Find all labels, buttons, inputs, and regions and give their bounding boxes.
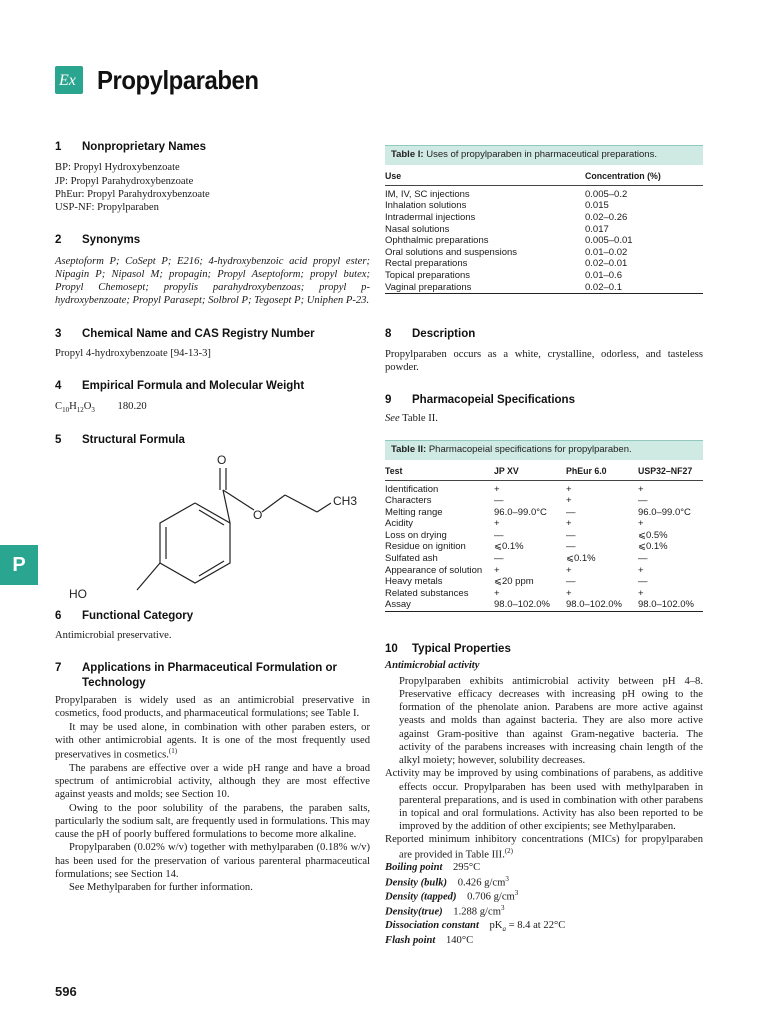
table-2-cell: + bbox=[494, 483, 500, 495]
section-heading-4: 4 Empirical Formula and Molecular Weight bbox=[55, 380, 305, 393]
table-1-grid bbox=[385, 165, 703, 294]
left-column bbox=[55, 140, 370, 894]
table-1-row bbox=[385, 185, 703, 200]
table-2-cell: + bbox=[638, 587, 644, 599]
table-1-caption: Table I: Uses of propylparaben in pharmaceutical preparations. bbox=[385, 146, 703, 165]
table-2-cell: Appearance of solution bbox=[385, 564, 483, 576]
table-2-cell: + bbox=[494, 587, 500, 599]
table-2-cell: Characters bbox=[385, 495, 432, 507]
table-2-row bbox=[385, 518, 703, 530]
table-2-cell: + bbox=[566, 518, 572, 530]
table-2-cell: Identification bbox=[385, 483, 439, 495]
table-1-cell-concentration: 0.02–0.01 bbox=[585, 258, 628, 270]
logo-text: Ex bbox=[59, 72, 76, 89]
molecular-weight: 180.20 bbox=[117, 400, 147, 412]
table-1-cell-concentration: 0.02–0.26 bbox=[585, 212, 628, 224]
property-item: Dissociation constant $pK_a = 8.4$ at 22°C bbox=[385, 920, 566, 934]
table-2-cell: — bbox=[566, 541, 576, 553]
table-2-cell: Residue on ignition bbox=[385, 541, 466, 553]
property-list bbox=[385, 861, 703, 947]
table-2-cell: + bbox=[638, 564, 644, 576]
section-letter-tab: P bbox=[0, 545, 38, 585]
table-2-cell: ⩽20 ppm bbox=[494, 576, 534, 588]
table-2-row bbox=[385, 480, 703, 495]
table-2-row bbox=[385, 495, 703, 507]
synonyms-text: Aseptoform P; CoSept P; E216; 4-hydroxybenzoic acid propyl ester; Nipagin P; Nipasol M; propagin; Propyl Aseptoform; propyl butex; Propyl Chemosept; propylis parahydroxybenzoas; propyl p-hydroxybenzoate; Propyl Parasept; Solbrol P; Tegosept P; Uniphen P-23. bbox=[55, 255, 370, 307]
table-1-row bbox=[385, 282, 703, 294]
property-item: Density (tapped) 0.706 $g/cm^3$ bbox=[385, 889, 519, 903]
section-heading-1: 1 Nonproprietary Names bbox=[55, 141, 206, 153]
table-1-row bbox=[385, 200, 703, 212]
table-2-cell: 96.0–99.0°C bbox=[494, 506, 547, 518]
table-2-cell: — bbox=[566, 529, 576, 541]
table-1 bbox=[385, 145, 703, 294]
table-2-cell: — bbox=[638, 576, 648, 588]
table-2-cell: — bbox=[494, 553, 504, 565]
functional-category: Antimicrobial preservative. bbox=[55, 630, 172, 642]
applications-text: Propylparaben is widely used as an antimicrobial preservative in cosmetics, food products, and pharmaceutical formulations; see Table I. It may be used alone, in combination with other paraben esters, or with other antimicrobial agents. It is one of the most frequently used preservatives in cosmetics.$^{(1)}$ The parabens are effective over a wide pH range and have a broad spectrum of antimicrobial activity, although they are most effective against yeasts and molds; see Section 10. Owing to the poor solubility of the parabens, the paraben salts, particularly the sodium salt, are frequently used in formulations. This may cause the pH of poorly buffered formulations to become more alkaline. Propylparaben (0.02% w/v) together with methylparaben (0.18% w/v) has been used for the preservation of various parenteral pharmaceutical formulations; see Section 14. See Methylparaben for further information. bbox=[55, 695, 370, 894]
section-heading-7: 7 Applications in Pharmaceutical Formulation or Technology bbox=[55, 662, 337, 689]
table-2-cell: + bbox=[566, 564, 572, 576]
section-heading-2: 2 Synonyms bbox=[55, 234, 141, 247]
table-2-row bbox=[385, 576, 703, 588]
table-2-header-jp: JP XV bbox=[494, 460, 566, 480]
table-2-cell: + bbox=[566, 495, 572, 507]
table-1-header-use: Use bbox=[385, 165, 585, 185]
table-2-cell: — bbox=[494, 529, 504, 541]
page-number: 596 bbox=[55, 984, 77, 999]
table-1-cell-use: IM, IV, SC injections bbox=[385, 188, 470, 200]
ester-oxygen-label: O bbox=[253, 507, 263, 522]
section-heading-6: 6 Functional Category bbox=[55, 609, 194, 622]
table-2-cell: 98.0–102.0% bbox=[494, 599, 550, 611]
table-1-cell-concentration: 0.005–0.01 bbox=[585, 235, 633, 247]
table-2-cell: + bbox=[494, 564, 500, 576]
table-2-cell: ⩽0.1% bbox=[566, 553, 596, 565]
table-2-cell: — bbox=[638, 495, 648, 507]
table-1-cell-use: Intradermal injections bbox=[385, 212, 476, 224]
table-2-cell: — bbox=[566, 576, 576, 588]
table-2-cell: 98.0–102.0% bbox=[566, 599, 622, 611]
table-2-cell: 98.0–102.0% bbox=[638, 599, 694, 611]
property-item: Density (bulk) 0.426 $g/cm^3$ bbox=[385, 874, 509, 889]
table-2-cell: Sulfated ash bbox=[385, 553, 438, 565]
section-heading-8: 8 Description bbox=[385, 328, 476, 341]
section-heading-9: 9 Pharmacopeial Specifications bbox=[385, 394, 575, 407]
hydroxyl-label: HO bbox=[69, 586, 87, 600]
table-2 bbox=[385, 440, 703, 612]
table-1-header-concentration: Concentration (%) bbox=[585, 165, 703, 185]
table-2-cell: 96.0–99.0°C bbox=[638, 506, 691, 518]
structural-formula-diagram bbox=[55, 450, 370, 600]
table-1-row bbox=[385, 212, 703, 224]
table-2-row bbox=[385, 588, 703, 600]
excipient-logo bbox=[55, 66, 83, 94]
name-usp: USP-NF: Propylparaben bbox=[55, 202, 159, 214]
right-column bbox=[385, 145, 703, 947]
table-1-cell-use: Topical preparations bbox=[385, 270, 471, 282]
excipient-logo-icon bbox=[58, 70, 80, 90]
table-2-cell: + bbox=[494, 518, 500, 530]
table-1-cell-use: Ophthalmic preparations bbox=[385, 235, 489, 247]
description-text: Propylparaben occurs as a white, crystalline, odorless, and tasteless powder. bbox=[385, 348, 703, 373]
chemical-name: Propyl 4-hydroxybenzoate [94-13-3] bbox=[55, 348, 211, 359]
section-heading-5: 5 Structural Formula bbox=[55, 434, 185, 447]
table-1-cell-use: Rectal preparations bbox=[385, 258, 468, 270]
table-2-header-usp: USP32–NF27 bbox=[638, 460, 703, 480]
antimicrobial-subheading: Antimicrobial activity bbox=[385, 660, 480, 672]
methyl-label: CH3 bbox=[333, 493, 358, 508]
table-2-cell: Acidity bbox=[385, 518, 413, 530]
table-2-header-pheur: PhEur 6.0 bbox=[566, 460, 638, 480]
table-2-cell: — bbox=[638, 553, 648, 565]
table-2-row bbox=[385, 507, 703, 519]
table-1-row bbox=[385, 270, 703, 282]
table-2-row bbox=[385, 530, 703, 542]
table-2-cell: Melting range bbox=[385, 506, 443, 518]
table-2-cell: — bbox=[494, 495, 504, 507]
nonproprietary-names bbox=[55, 161, 370, 214]
table-2-caption: Table II: Pharmacopeial specifications for propylparaben. bbox=[385, 441, 703, 460]
table-2-cell: ⩽0.1% bbox=[638, 541, 668, 553]
table-2-cell: + bbox=[638, 518, 644, 530]
table-1-cell-use: Nasal solutions bbox=[385, 223, 450, 235]
table-1-cell-use: Inhalation solutions bbox=[385, 200, 467, 212]
table-1-row bbox=[385, 247, 703, 259]
table-1-cell-concentration: 0.02–0.1 bbox=[585, 281, 622, 293]
property-item: Boiling point 295°C bbox=[385, 862, 481, 874]
section-heading-3: 3 Chemical Name and CAS Registry Number bbox=[55, 327, 315, 340]
table-2-cell: — bbox=[566, 506, 576, 518]
table-1-row bbox=[385, 235, 703, 247]
table-1-cell-use: Vaginal preparations bbox=[385, 281, 472, 293]
table-1-cell-use: Oral solutions and suspensions bbox=[385, 246, 518, 258]
table-2-cell: ⩽0.5% bbox=[638, 529, 668, 541]
name-bp: BP: Propyl Hydroxybenzoate bbox=[55, 162, 180, 174]
table-1-cell-concentration: 0.01–0.6 bbox=[585, 270, 622, 282]
specifications-text: See Table II. bbox=[385, 413, 438, 425]
table-2-cell: ⩽0.1% bbox=[494, 541, 524, 553]
table-2-grid bbox=[385, 460, 703, 613]
property-item: Density(true) 1.288 $g/cm^3$ bbox=[385, 904, 505, 918]
table-2-row bbox=[385, 599, 703, 611]
table-2-row bbox=[385, 541, 703, 553]
table-2-cell: Assay bbox=[385, 599, 411, 611]
table-2-row bbox=[385, 553, 703, 565]
table-1-cell-concentration: 0.017 bbox=[585, 223, 609, 235]
table-2-cell: + bbox=[638, 483, 644, 495]
table-1-row bbox=[385, 258, 703, 270]
name-jp: JP: Propyl Parahydroxybenzoate bbox=[55, 175, 194, 187]
empirical-formula: $C_{10}H_{12}O_3$ 180.20 bbox=[55, 400, 147, 414]
table-2-cell: Loss on drying bbox=[385, 529, 447, 541]
table-2-cell: + bbox=[566, 483, 572, 495]
table-2-cell: Heavy metals bbox=[385, 576, 443, 588]
table-1-cell-concentration: 0.005–0.2 bbox=[585, 188, 628, 200]
carbonyl-oxygen-label: O bbox=[217, 452, 227, 467]
section-heading-10: 10 Typical Properties bbox=[385, 643, 511, 656]
table-1-cell-concentration: 0.01–0.02 bbox=[585, 246, 628, 258]
table-2-cell: Related substances bbox=[385, 587, 469, 599]
property-item: Flash point 140°C bbox=[385, 934, 474, 946]
table-2-cell: + bbox=[566, 587, 572, 599]
typical-properties-text: Propylparaben exhibits antimicrobial activity between pH 4–8. Preservative efficacy decreases with increasing pH owing to the formation of the phenolate anion. Parabens are more active against yeasts and molds than against bacteria. They are also more active against Gram-positive than against Gram-negative bacteria. The activity of the parabens increases with increasing chain length of the alkyl moiety; however, solubility decreases. Activity may be improved by using combinations of parabens, as additive effects occur. Propylparaben has been used with methylparaben in parenteral preparations, and is used in combination with other parabens in topical and oral formulations. Activity has also been reported to be improved by the addition of other excipients; see Methylparaben. Reported minimum inhibitory concentrations (MICs) for propylparaben are provided in Table III.$^{(2)}$ Boiling point 295°C Density (bulk) 0.426 $g/cm^3$ Density (tapped) 0.706 $g/cm^3$ Density(true) 1.288 $g/cm^3$ Dissociation constant $pK_a = 8.4$ at 22°C Flash point 140°C bbox=[385, 675, 703, 946]
name-pheur: PhEur: Propyl Parahydroxybenzoate bbox=[55, 188, 210, 200]
table-1-row bbox=[385, 224, 703, 236]
table-2-header-test: Test bbox=[385, 460, 494, 480]
table-1-cell-concentration: 0.015 bbox=[585, 200, 609, 212]
monograph-title: Propylparaben bbox=[97, 65, 259, 95]
table-2-row bbox=[385, 565, 703, 577]
